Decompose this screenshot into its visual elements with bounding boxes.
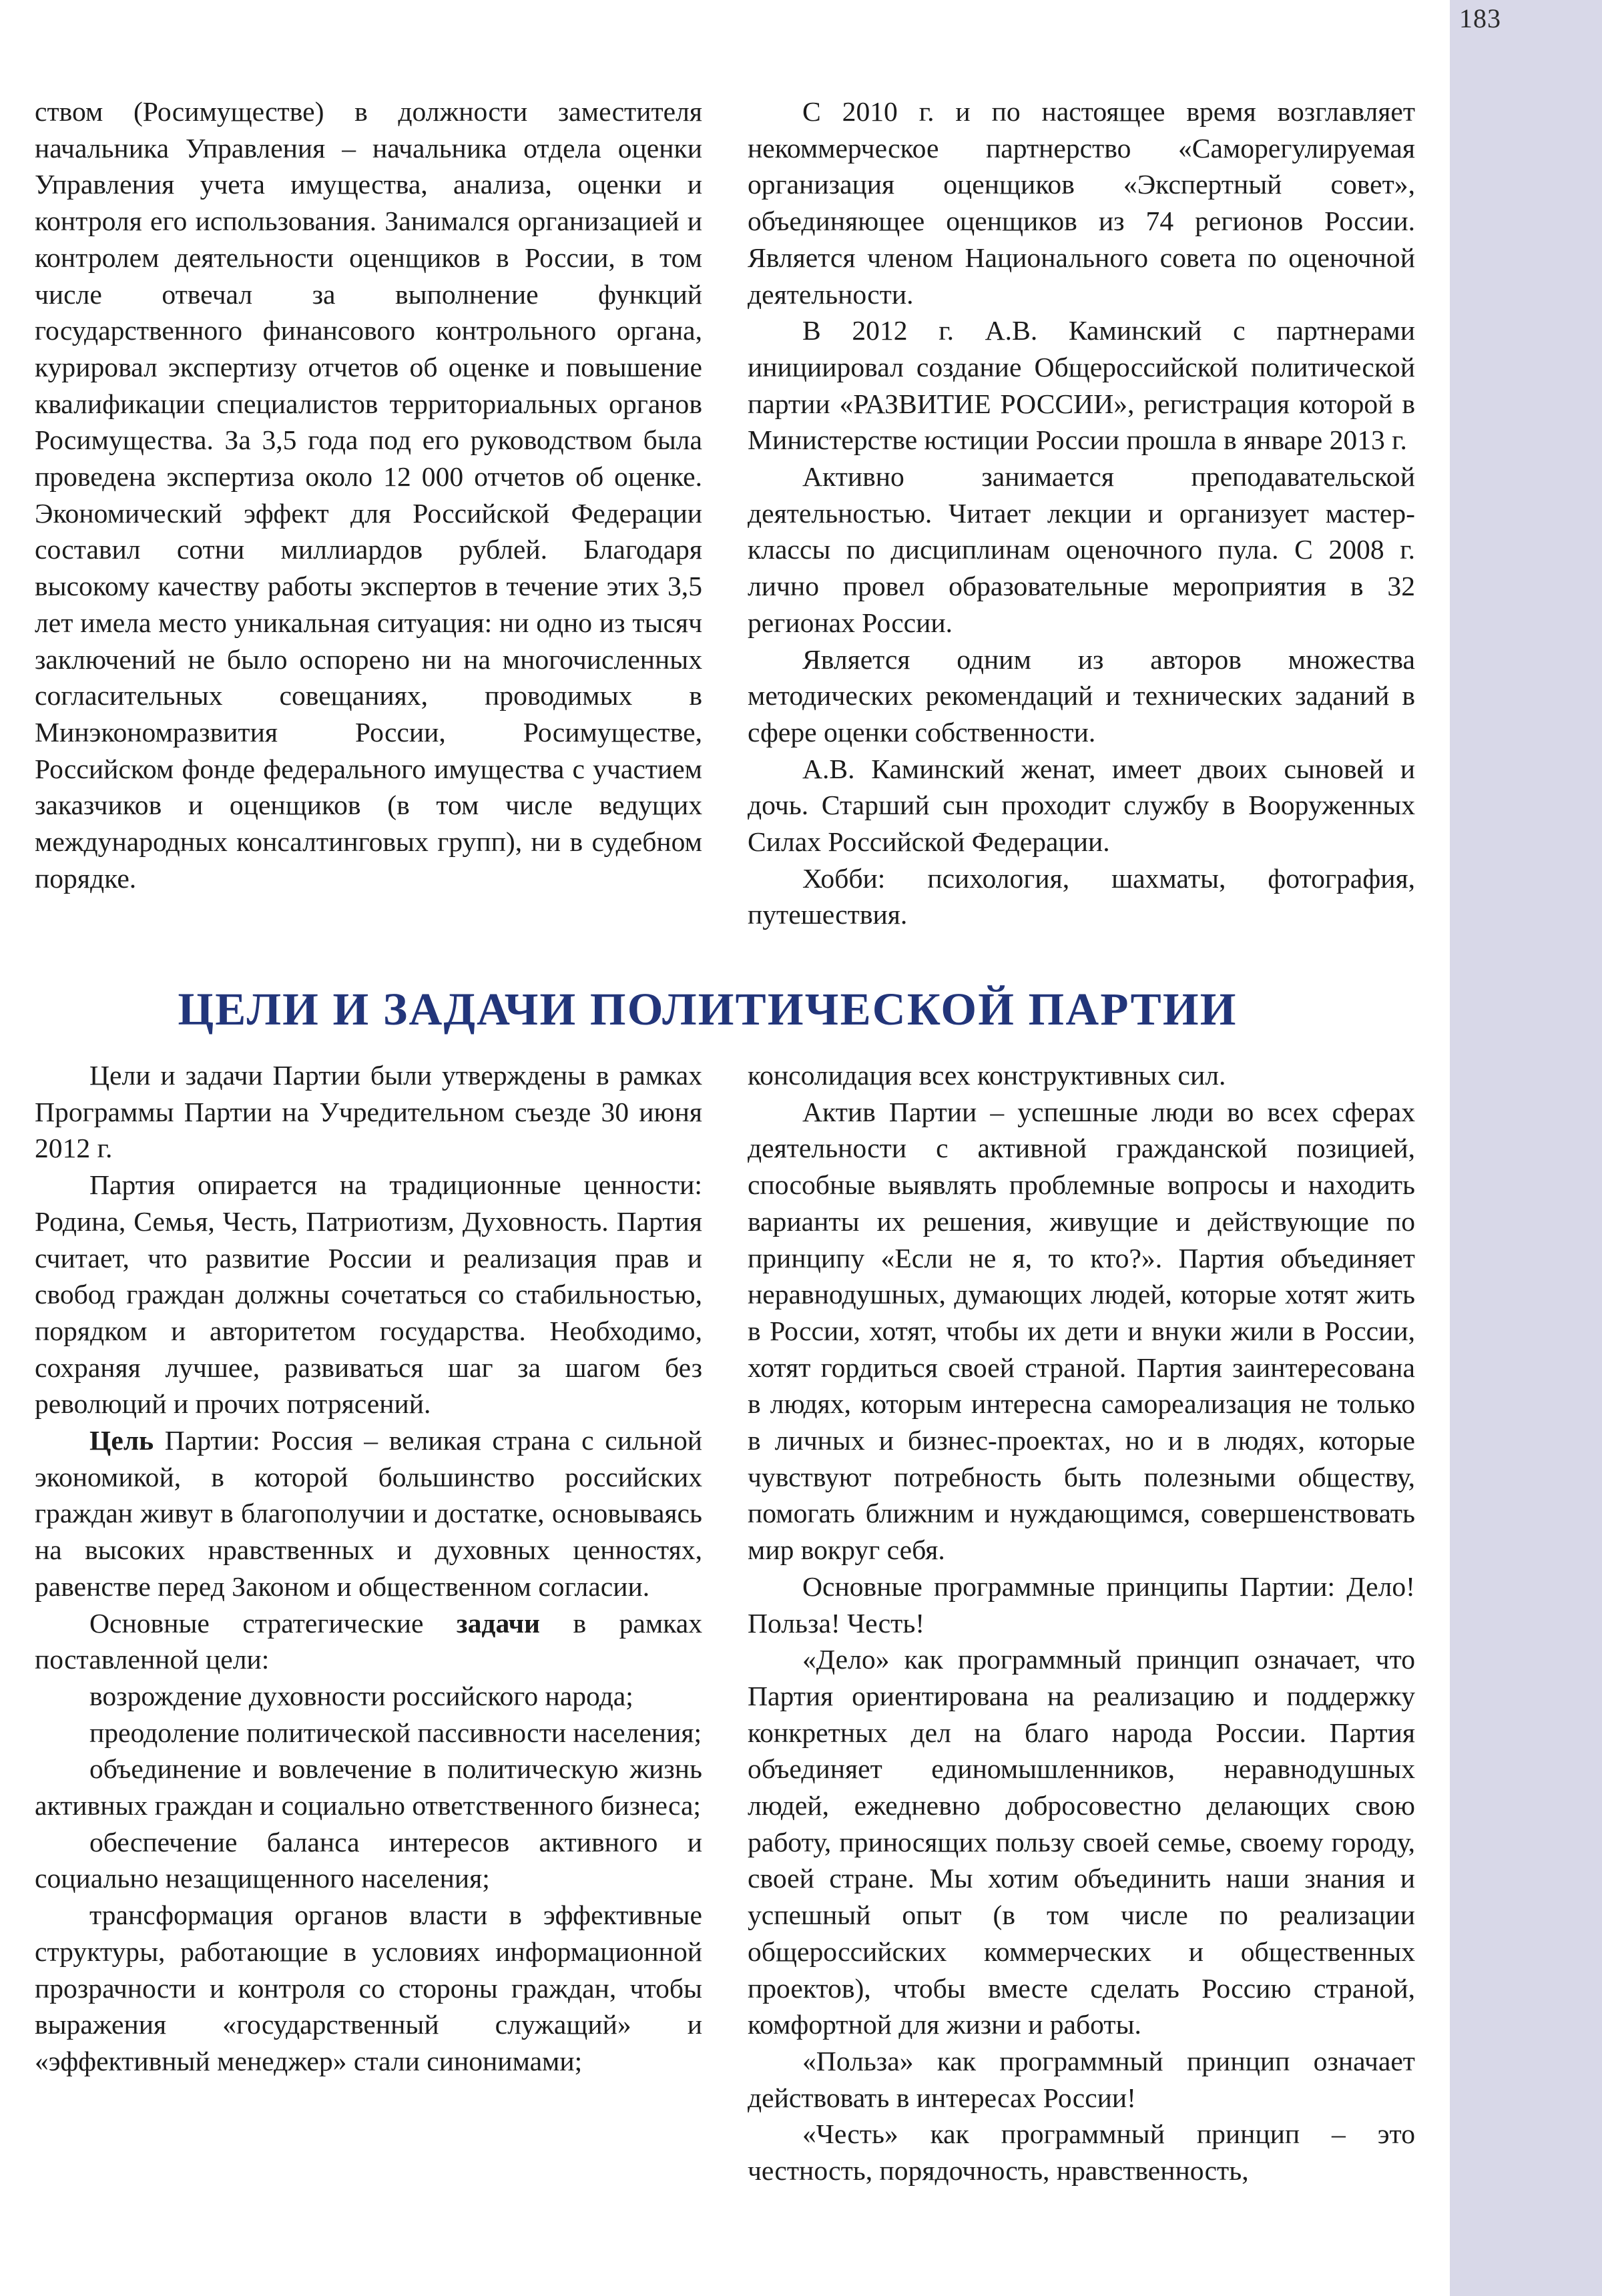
- paragraph: Партия опирается на традиционные ценности: Родина, Семья, Честь, Патриотизм, Духовность. Партия считает, что развитие России и реализация прав и свобод граждан должны сочетаться со стабильностью, порядком и авторитетом государства. Необходимо, сохраняя лучшее, развиваться шаг за шагом без революций и прочих потрясений.: [35, 1169, 702, 1420]
- paragraph: ством (Росимуществе) в должности заместителя начальника Управления – начальника отдела оценки Управления учета имущества, анализа, оценки и контроля его использования. Занимался организацией и контролем деятельности оценщиков в России, в том числе отвечал за выполнение функций государственного финансового контрольного органа, курировал экспертизу отчетов об оценке и повышение квалификации специалистов территориальных органов Росимущества. За 3,5 года под его руководством была проведена экспертиза около 12 000 отчетов об оценке. Экономический эффект для Российской Федерации составил сотни миллиардов рублей. Благодаря высокому качеству работы экспертов в течение этих 3,5 лет имела место уникальная ситуация: ни одно из тысяч заключений не было оспорено ни на многочисленных согласительных совещаниях, проводимых в Минэкономразвития России, Росимуществе, Российском фонде федерального имущества с участием заказчиков и оценщиков (в том числе ведущих международных консалтинговых групп), ни в судебном порядке.: [35, 96, 702, 894]
- page-number: 183: [1459, 3, 1501, 33]
- paragraph: С 2010 г. и по настоящее время возглавляет некоммерческое партнерство «Саморегулируемая организация оценщиков «Экспертный совет», объединяющее оценщиков из 74 регионов России. Является членом Национального совета по оценочной деятельности.: [748, 96, 1415, 310]
- paragraph: Хобби: психология, шахматы, фотография, путешествия.: [748, 862, 1415, 930]
- list-item: возрождение духовности российского народа;: [89, 1680, 633, 1711]
- paragraph: Является одним из авторов множества методических рекомендаций и технических заданий в сфере оценки собственности.: [748, 643, 1415, 748]
- tasks-prefix: Основные стратегические: [89, 1607, 457, 1639]
- goal-label: Цель: [89, 1425, 154, 1456]
- paragraph: «Честь» как программный принцип – это честность, порядочность, нравственность,: [748, 2118, 1415, 2187]
- paragraph: А.В. Каминский женат, имеет двоих сыновей и дочь. Старший сын проходит службу в Вооруженных Силах Российской Федерации.: [748, 753, 1415, 858]
- paragraph: Цели и задачи Партии были утверждены в рамках Программы Партии на Учредительном съезде 30 июня 2012 г.: [35, 1060, 702, 1164]
- paragraph: Основные программные принципы Партии: Дело! Польза! Честь!: [748, 1570, 1415, 1639]
- tasks-label: задачи: [456, 1607, 540, 1639]
- list-item: преодоление политической пассивности населения;: [89, 1717, 702, 1748]
- goal-paragraph: [35, 1422, 702, 1605]
- paragraph: В 2012 г. А.В. Каминский с партнерами инициировал создание Общероссийской политической партии «РАЗВИТИЕ РОССИИ», регистрация которой в Министерстве юстиции России прошла в январе 2013 г.: [748, 315, 1415, 456]
- list-item: консолидация всех конструктивных сил.: [748, 1060, 1226, 1091]
- bio-column-right: [748, 93, 1415, 933]
- page-margin-band: [1450, 0, 1602, 2296]
- tasks-suffix: в рамках поставленной цели:: [35, 1607, 702, 1675]
- paragraph: Актив Партии – успешные люди во всех сферах деятельности с активной гражданской позицией, способные выявлять проблемные вопросы и находить варианты их решения, живущие и действующие по принципу «Если не я, то кто?». Партия объединяет неравнодушных, думающих людей, которые хотят жить в России, хотят, чтобы их дети и внуки жили в России, хотят гордиться своей страной. Партия заинтересована в людях, которым интересна самореализация не только в личных и бизнес-проектах, но и в людях, которые чувствуют потребность быть полезными обществу, помогать ближним и нуждающимся, совершенствовать мир вокруг себя.: [748, 1096, 1415, 1566]
- list-item: обеспечение баланса интересов активного и социально незащищенного населения;: [35, 1826, 702, 1894]
- tasks-intro: [35, 1605, 702, 1678]
- goals-column-left: [35, 1057, 702, 2080]
- goals-column-right: [748, 1057, 1415, 2189]
- goal-text: Партии: Россия – великая страна с сильной экономикой, в которой большинство российских граждан живут в благополучии и достатке, основываясь на высоких нравственных и духовных ценностях, равенстве перед Законом и общественном согласии.: [35, 1425, 702, 1602]
- paragraph: «Польза» как программный принцип означает действовать в интересах России!: [748, 2045, 1415, 2113]
- list-item: трансформация органов власти в эффективные структуры, работающие в условиях информационной прозрачности и контроля со стороны граждан, чтобы выражения «государственный служащий» и «эффективный менеджер» стали синонимами;: [35, 1900, 702, 2076]
- list-item: объединение и вовлечение в политическую жизнь активных граждан и социально ответственного бизнеса;: [35, 1753, 702, 1821]
- bio-column-left: [35, 93, 702, 896]
- paragraph: Активно занимается преподавательской деятельностью. Читает лекции и организует мастер-классы по дисциплинам оценочного пула. С 2008 г. лично провел образовательные мероприятия в 32 регионах России.: [748, 461, 1415, 638]
- paragraph: «Дело» как программный принцип означает, что Партия ориентирована на реализацию и поддержку конкретных дел на благо народа России. Партия объединяет единомышленников, неравнодушных людей, ежедневно добросовестно делающих свою работу, приносящих пользу своей семье, своему городу, своей стране. Мы хотим объединить наши знания и успешный опыт (в том числе по реализации общероссийских коммерческих и общественных проектов), чтобы вместе сделать Россию страной, комфортной для жизни и работы.: [748, 1644, 1415, 2040]
- section-heading: ЦЕЛИ И ЗАДАЧИ ПОЛИТИЧЕСКОЙ ПАРТИИ: [178, 984, 1238, 1035]
